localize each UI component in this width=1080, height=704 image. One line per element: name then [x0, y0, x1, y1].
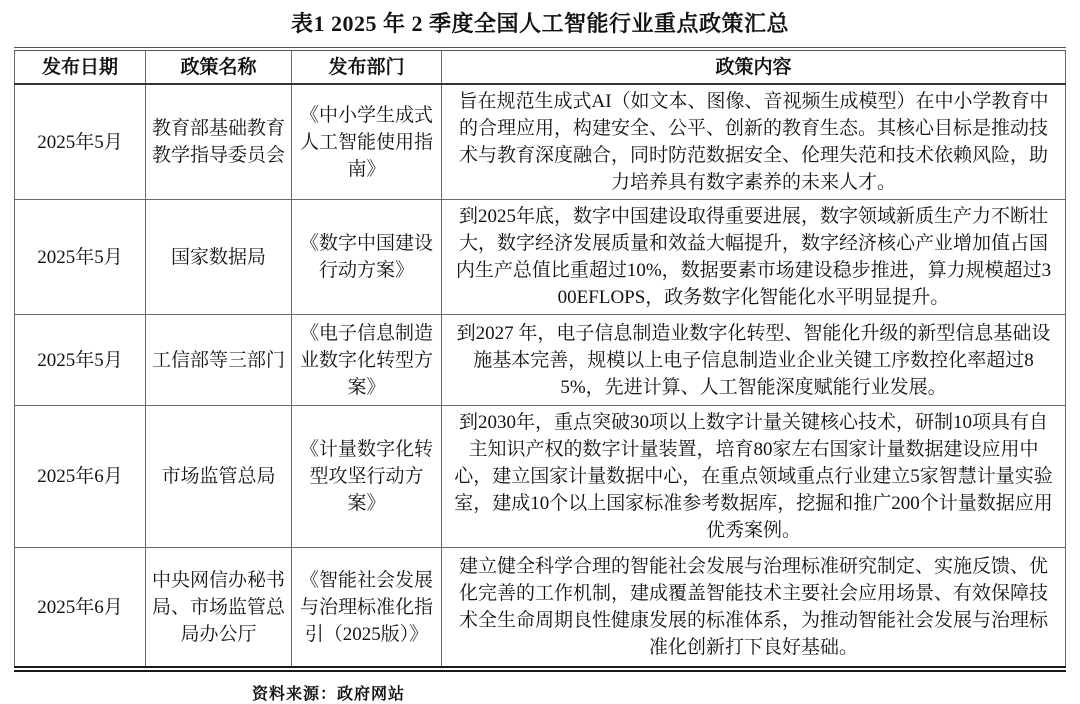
table-row	[15, 84, 1066, 200]
policy-content-cell: 到2027 年，电子信息制造业数字化转型、智能化升级的新型信息基础设施基本完善，规模以上电子信息制造业企业关键工序数控化率超过85%，先进计算、人工智能深度赋能行业发展。	[442, 315, 1066, 406]
release-date-cell: 2025年5月	[15, 84, 146, 200]
data-source-note: 资料来源：政府网站	[252, 686, 406, 703]
policy-content-cell: 到2030年，重点突破30项以上数字计量关键核心技术，研制10项具有自主知识产权的数字计量装置，培育80家左右国家计量数据建设应用中心，建立国家计量数据中心，在重点领域重点行业建立5家智慧计量实验室，建成10个以上国家标准参考数据库，挖掘和推广200个计量数据应用优秀案例。	[442, 406, 1066, 548]
header-release-date: 发布日期	[15, 49, 146, 84]
header-issuing-department: 发布部门	[292, 49, 442, 84]
table-row	[15, 406, 1066, 548]
org-cell: 教育部基础教育教学指导委员会	[146, 84, 292, 200]
header-policy-name: 政策名称	[146, 49, 292, 84]
release-date-cell: 2025年5月	[15, 315, 146, 406]
policy-name-cell: 《计量数字化转型攻坚行动方案》	[292, 406, 442, 548]
document-page	[0, 7, 1080, 703]
policy-name-cell: 《智能社会发展与治理标准化指引（2025版）》	[292, 548, 442, 670]
release-date-cell: 2025年6月	[15, 548, 146, 670]
table-row	[15, 548, 1066, 670]
table-row	[15, 200, 1066, 315]
release-date-cell: 2025年5月	[15, 200, 146, 315]
release-date-cell: 2025年6月	[15, 406, 146, 548]
org-cell: 工信部等三部门	[146, 315, 292, 406]
org-cell: 市场监管总局	[146, 406, 292, 548]
header-policy-content: 政策内容	[442, 49, 1066, 84]
table-row	[15, 315, 1066, 406]
org-cell: 中央网信办秘书局、市场监管总局办公厅	[146, 548, 292, 670]
org-cell: 国家数据局	[146, 200, 292, 315]
policy-name-cell: 《电子信息制造业数字化转型方案》	[292, 315, 442, 406]
policy-name-cell: 《数字中国建设行动方案》	[292, 200, 442, 315]
table-title: 表1 2025 年 2 季度全国人工智能行业重点政策汇总	[290, 11, 789, 36]
policy-content-cell: 建立健全科学合理的智能社会发展与治理标准研究制定、实施反馈、优化完善的工作机制，建成覆盖智能技术主要社会应用场景、有效保障技术全生命周期良性健康发展的标准体系，为推动智能社会发展与治理标准化创新打下良好基础。	[442, 548, 1066, 670]
policy-content-cell: 旨在规范生成式AI（如文本、图像、音视频生成模型）在中小学教育中的合理应用，构建安全、公平、创新的教育生态。其核心目标是推动技术与教育深度融合，同时防范数据安全、伦理失范和技术依赖风险，助力培养具有数字素养的未来人才。	[442, 84, 1066, 200]
policy-content-cell: 到2025年底，数字中国建设取得重要进展，数字领域新质生产力不断壮大，数字经济发展质量和效益大幅提升，数字经济核心产业增加值占国内生产总值比重超过10%，数据要素市场建设稳步推进，算力规模超过300EFLOPS，政务数字化智能化水平明显提升。	[442, 200, 1066, 315]
policy-summary-table	[14, 47, 1066, 672]
table-header-row	[15, 49, 1066, 84]
policy-name-cell: 《中小学生成式人工智能使用指南》	[292, 84, 442, 200]
